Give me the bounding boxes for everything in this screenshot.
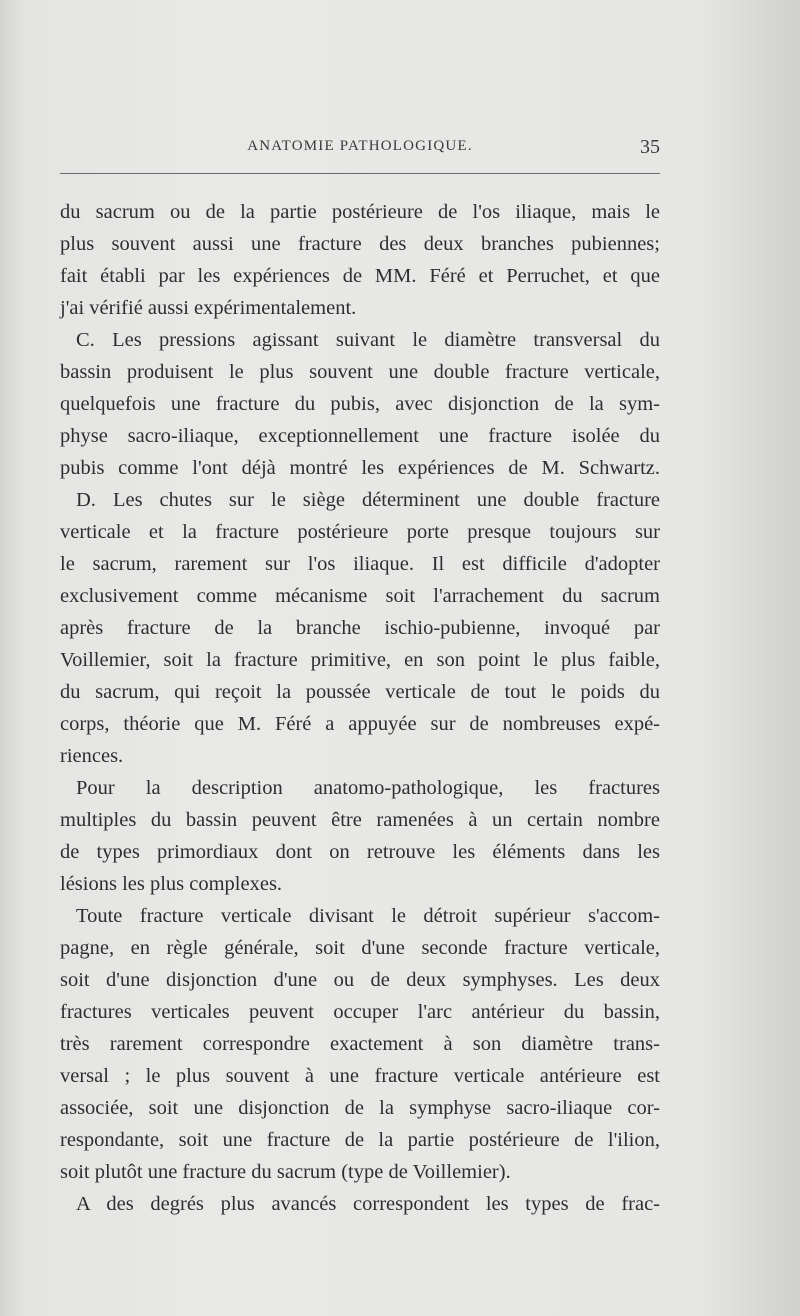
text-line: verticale et la fracture postérieure porte presque toujours sur <box>60 521 660 543</box>
text-line: lésions les plus complexes. <box>60 873 283 895</box>
body-text <box>60 196 660 1220</box>
text-line: du sacrum, qui reçoit la poussée verticale de tout le poids du <box>60 681 660 703</box>
text-line: corps, théorie que M. Féré a appuyée sur de nombreuses expé- <box>60 713 660 735</box>
text-line: bassin produisent le plus souvent une double fracture verticale, <box>60 361 660 383</box>
text-line: Pour la description anatomo-pathologique, les fractures <box>76 777 660 799</box>
running-title: ANATOMIE PATHOLOGIQUE. <box>247 138 473 154</box>
text-line: plus souvent aussi une fracture des deux branches pubiennes; <box>60 233 660 255</box>
text-line: du sacrum ou de la partie postérieure de l'os iliaque, mais le <box>60 201 660 223</box>
text-line: très rarement correspondre exactement à son diamètre trans- <box>60 1033 660 1055</box>
text-line: pagne, en règle générale, soit d'une seconde fracture verticale, <box>60 937 660 959</box>
text-line: D. Les chutes sur le siège déterminent une double fracture <box>76 489 660 511</box>
text-line: j'ai vérifié aussi expérimentalement. <box>60 297 357 319</box>
text-line: fractures verticales peuvent occuper l'arc antérieur du bassin, <box>60 1001 660 1023</box>
text-line: respondante, soit une fracture de la partie postérieure de l'ilion, <box>60 1129 660 1151</box>
text-line: exclusivement comme mécanisme soit l'arrachement du sacrum <box>60 585 660 607</box>
text-line: riences. <box>60 745 124 767</box>
text-line: C. Les pressions agissant suivant le diamètre transversal du <box>76 329 660 351</box>
text-line: physe sacro-iliaque, exceptionnellement une fracture isolée du <box>60 425 660 447</box>
text-line: A des degrés plus avancés correspondent les types de frac- <box>76 1193 660 1215</box>
text-line: multiples du bassin peuvent être ramenées à un certain nombre <box>60 809 660 831</box>
text-line: Toute fracture verticale divisant le détroit supérieur s'accom- <box>76 905 660 927</box>
text-line: pubis comme l'ont déjà montré les expériences de M. Schwartz. <box>60 457 660 479</box>
text-line: associée, soit une disjonction de la symphyse sacro-iliaque cor- <box>60 1097 660 1119</box>
text-line: Voillemier, soit la fracture primitive, en son point le plus faible, <box>60 649 660 671</box>
text-line: soit d'une disjonction d'une ou de deux symphyses. Les deux <box>60 969 660 991</box>
page-number: 35 <box>640 136 660 158</box>
text-line: de types primordiaux dont on retrouve les éléments dans les <box>60 841 660 863</box>
text-line: après fracture de la branche ischio-pubienne, invoqué par <box>60 617 660 639</box>
running-head <box>60 136 660 162</box>
text-line: quelquefois une fracture du pubis, avec disjonction de la sym- <box>60 393 660 415</box>
text-line: le sacrum, rarement sur l'os iliaque. Il est difficile d'adopter <box>60 553 660 575</box>
text-line: soit plutôt une fracture du sacrum (type de Voillemier). <box>60 1161 511 1183</box>
header-rule <box>60 173 660 174</box>
text-line: versal ; le plus souvent à une fracture verticale antérieure est <box>60 1065 660 1087</box>
text-line: fait établi par les expériences de MM. Féré et Perruchet, et que <box>60 265 660 287</box>
